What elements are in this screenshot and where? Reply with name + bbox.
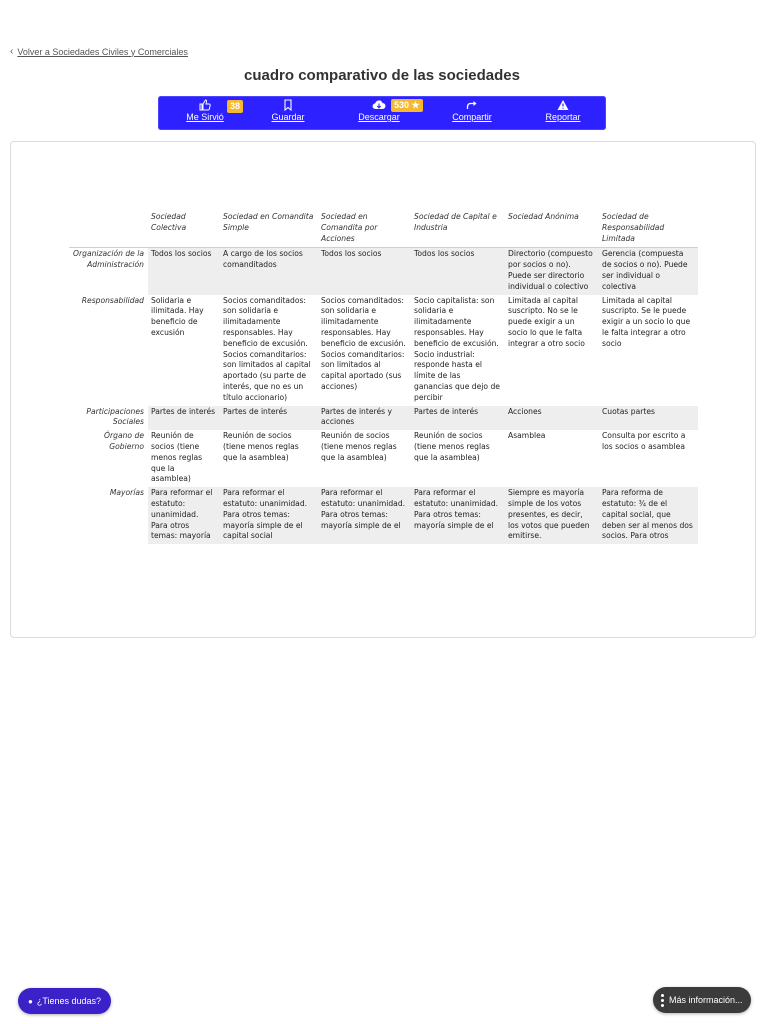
header-cell: Sociedad de Capital e Industria [414,212,497,232]
cell-text: Siempre es mayoría simple de los votos presentes, es decir, los votos que pueden emitirse. [508,488,590,541]
table-cell: Limitada al capital suscripto. Se le puede exigir a un socio lo que le falta integrar a otro socio [602,295,691,348]
like-count-badge: 38 [227,100,243,113]
table-cell: Partes de interés [220,406,318,431]
more-info-button[interactable] [653,987,751,1013]
table-row [69,487,698,544]
like-label: Me Sirvió [186,112,224,122]
table-row [69,430,698,487]
table-cell: Consulta por escrito a los socios o asamblea [602,431,686,451]
table-cell: Partes de interés [148,406,220,431]
table-row [69,295,698,406]
back-link-label: Volver a Sociedades Civiles y Comerciales [17,46,188,57]
download-count: 530 [394,100,410,110]
page-title: cuadro comparativo de las sociedades [244,67,520,84]
table-cell [318,487,411,544]
table-cell: Socios comanditados: son solidaria e ilimitadamente responsables. Hay beneficio de excusión. Socios comanditarios: son limitados al capital aportado (sus acciones) [321,295,406,391]
chat-bubble-icon: ● [28,996,33,1006]
table-cell: Todos los socios [318,248,411,295]
table-cell: Limitada al capital suscripto. No se le puede exigir a un socio lo que le falta integrar a otro socio [508,295,585,348]
chat-help-button[interactable] [18,988,111,1014]
table-cell: Cuotas partes [599,406,698,431]
bookmark-icon [282,99,294,111]
table-cell: Partes de interés [411,406,505,431]
download-count-badge [391,99,423,112]
table-cell: Todos los socios [148,248,220,295]
header-cell: Sociedad Colectiva [151,212,187,232]
table-cell [411,487,505,544]
vertical-dots-icon [661,994,664,1007]
row-label: Organización de la Administración [69,248,148,295]
cell-text: Para reformar el estatuto: unanimidad. Para otros temas: mayoría simple de el [414,488,499,530]
table-cell: Partes de interés y acciones [318,406,411,431]
table-cell: Gerencia (compuesta de socios o no). Puede ser individual o colectiva [599,248,698,295]
thumbs-up-icon [199,99,211,111]
download-label: Descargar [358,112,400,122]
star-icon: ★ [411,100,420,110]
document-viewer[interactable] [10,141,756,638]
chat-help-label: ¿Tienes dudas? [36,996,102,1006]
table-cell: Todos los socios [411,248,505,295]
more-info-label: Más información... [669,995,743,1005]
row-label: Órgano de Gobierno [104,431,144,451]
chevron-left-icon: ‹ [10,46,14,57]
table-cell: Reunión de socios (tiene menos reglas que la asamblea) [414,431,490,462]
comparison-table [69,211,698,544]
back-link[interactable] [10,46,188,57]
cell-text: Para reformar el estatuto: unanimidad. Para otros temas: mayoría simple de el capital social [223,488,308,541]
report-label: Reportar [545,112,581,122]
warning-icon [557,99,569,111]
table-row [69,406,698,431]
save-button[interactable] [268,99,308,127]
header-cell: Sociedad de Responsabilidad Limitada [602,212,665,243]
table-cell: Directorio (compuesto por socios o no). Puede ser directorio individual o colectivo [505,248,599,295]
header-cell [69,211,148,248]
action-toolbar [158,96,606,130]
table-cell: Asamblea [508,431,546,441]
table-cell [148,487,220,544]
cloud-download-icon [372,99,386,111]
header-cell: Sociedad en Comandita por Acciones [321,212,378,243]
table-row [69,248,698,295]
table-cell: Socios comanditados: son solidaria e ilimitadamente responsables. Hay beneficio de excusión. Socios comanditarios: son limitados al capital aportado (su parte de interés, que no es un título accionario) [223,295,311,402]
table-cell: A cargo de los socios comanditados [220,248,318,295]
like-button[interactable] [180,99,230,127]
row-label: Participaciones Sociales [69,406,148,431]
table-cell: Solidaria e ilimitada. Hay beneficio de excusión [151,295,204,337]
report-button[interactable] [541,99,585,127]
share-button[interactable] [448,99,496,127]
table-cell: Socio capitalista: son solidaria e ilimitadamente responsables. Hay beneficio de excusión. Socio industrial: responde hasta el límite de las ganancias que dejo de percibir [414,295,500,402]
table-cell: Reunión de socios (tiene menos reglas que la asamblea) [223,431,299,462]
share-label: Compartir [452,112,492,122]
save-label: Guardar [271,112,305,122]
header-cell: Sociedad Anónima [508,212,579,221]
table-cell [599,487,698,544]
table-cell: Acciones [505,406,599,431]
cell-text: Para reformar el estatuto: unanimidad. Para otros temas: mayoría [151,488,213,541]
table-cell [220,487,318,544]
row-label: Responsabilidad [81,295,144,305]
row-label: Mayorías [69,487,148,544]
cell-text: Para reformar el estatuto: unanimidad. Para otros temas: mayoría simple de el [321,488,406,530]
share-arrow-icon [466,99,478,111]
table-cell [505,487,599,544]
table-cell: Reunión de socios (tiene menos reglas que la asamblea) [321,431,397,462]
table-cell: Reunión de socios (tiene menos reglas que la asamblea) [151,431,203,484]
cell-text: Para reforma de estatuto: ¾ de el capital social, que deben ser al menos dos socios. Para otros [602,488,693,541]
table-header-row [69,211,698,248]
header-cell: Sociedad en Comandita Simple [223,212,314,232]
